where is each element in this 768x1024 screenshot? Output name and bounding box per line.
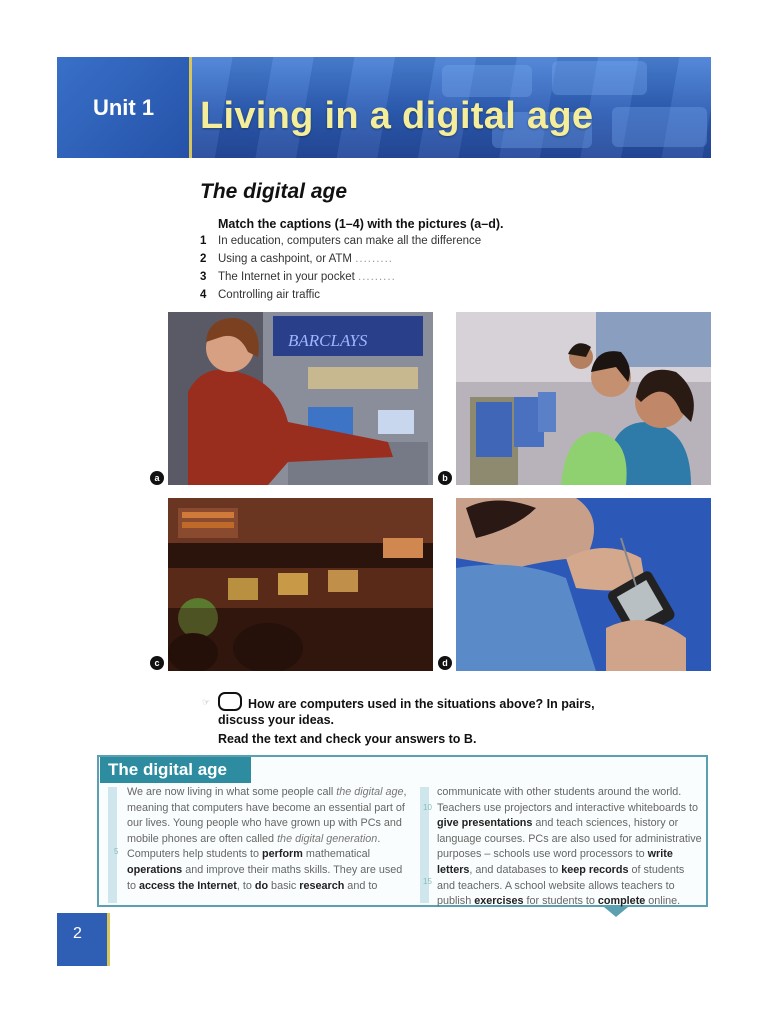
keyboard-key-shape <box>442 65 532 97</box>
task-b-question: How are computers used in the situations above? In pairs, discuss your ideas. <box>218 697 595 727</box>
caption-text: Using a cashpoint, or ATM <box>218 253 353 265</box>
section-title: The digital age <box>200 180 348 203</box>
reading-column-right: communicate with other students around the world. Teachers use projectors and interactive whiteboards to give presentations and teach sciences, history or language courses. PCs are also used for administrative purposes – schools use word processors to write letters, and databases to keep records of students and teachers. A school website allows teachers to publish exercises for students to complete online. <box>437 786 702 908</box>
box-pointer-arrow <box>604 907 628 917</box>
line-number: 5 <box>114 847 119 856</box>
task-a-instruction: Match the captions (1–4) with the pictures (a–d). <box>218 217 504 231</box>
photo-air-traffic-illustration <box>168 498 433 671</box>
photo-badge-a: a <box>150 471 164 485</box>
photo-air-traffic <box>168 498 433 671</box>
photo-atm-illustration <box>168 312 433 485</box>
answer-blank[interactable]: ......... <box>358 271 396 283</box>
caption-text: In education, computers can make all the difference <box>218 235 482 247</box>
unit-label-box <box>57 57 190 158</box>
caption-number: 3 <box>200 271 207 283</box>
pointer-icon: ☞ <box>202 697 211 707</box>
caption-number: 1 <box>200 235 207 247</box>
line-number: 10 <box>423 803 432 812</box>
caption-text: Controlling air traffic <box>218 289 321 301</box>
reading-title-tab: The digital age <box>100 757 251 783</box>
caption-item <box>200 235 481 253</box>
caption-item <box>200 271 396 289</box>
atm-sign-text: BARCLAYS <box>288 331 368 350</box>
photo-classroom <box>456 312 711 485</box>
unit-title: Living in a digital age <box>200 95 594 137</box>
caption-text: The Internet in your pocket <box>218 271 355 283</box>
caption-item <box>200 253 393 271</box>
caption-item <box>200 289 320 307</box>
photo-atm <box>168 312 433 485</box>
reading-column-left: We are now living in what some people call the digital age, meaning that computers have become an essential part of our lives. Young people who have grown up with PCs and mobile phones are often called the digital generation. Computers help students to perform mathematical operations and improve their maths skills. They are used to access the Internet, to do basic research and to <box>127 786 407 892</box>
photo-badge-c: c <box>150 656 164 670</box>
photo-pda <box>456 498 711 671</box>
task-b <box>218 692 638 728</box>
page-number: 2 <box>73 925 82 942</box>
page-number-box <box>57 913 107 966</box>
speech-bubble-icon <box>218 692 242 711</box>
keyboard-key-shape <box>612 107 707 147</box>
task-c-instruction: Read the text and check your answers to B. <box>218 732 477 746</box>
line-number: 15 <box>423 877 432 886</box>
page-number-divider <box>107 913 110 966</box>
photo-pda-illustration <box>456 498 711 671</box>
keyboard-key-shape <box>552 61 647 95</box>
photo-classroom-illustration <box>456 312 711 485</box>
header-banner <box>192 57 711 158</box>
column-bar-left <box>108 787 117 903</box>
photo-badge-d: d <box>438 656 452 670</box>
answer-blank[interactable]: ......... <box>355 253 393 265</box>
photo-badge-b: b <box>438 471 452 485</box>
caption-number: 4 <box>200 289 207 301</box>
unit-label: Unit 1 <box>92 94 155 120</box>
caption-number: 2 <box>200 253 207 265</box>
